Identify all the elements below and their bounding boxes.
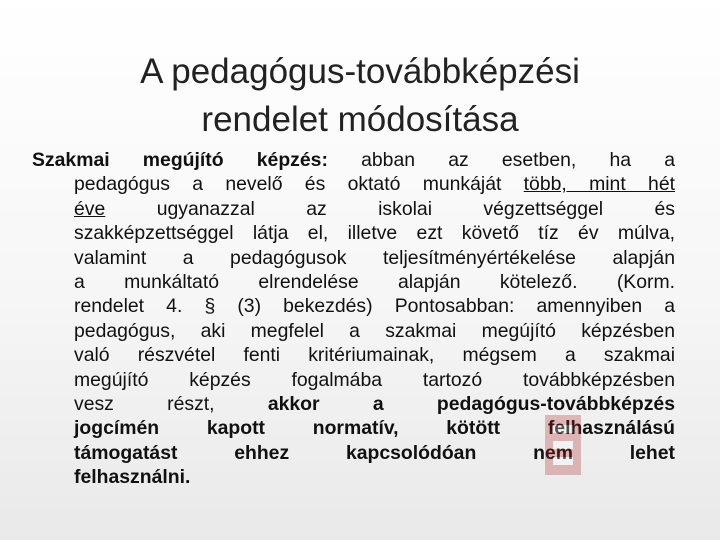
underlined-text: több, mint hét xyxy=(523,173,675,196)
body-line xyxy=(32,392,675,416)
body-text-segment: ugyanazzal az iskolai végzettséggel és xyxy=(105,197,675,220)
body-paragraph xyxy=(32,148,675,490)
body-line: való részvétel fenti kritériumainak, mégsem a szakmai xyxy=(74,344,675,367)
term-label: Szakmai megújító képzés: xyxy=(32,149,328,171)
body-line xyxy=(32,172,675,196)
slide-title xyxy=(60,48,660,144)
title-line-2: rendelet módosítása xyxy=(201,100,519,139)
underlined-text: éve xyxy=(74,197,106,220)
body-line xyxy=(32,197,675,221)
body-text-segment: abban az esetben, ha a xyxy=(327,149,675,171)
bold-text: akkor a pedagógus-továbbképzés xyxy=(267,393,675,416)
body-line: pedagógus, aki megfelel a szakmai megújító képzésben xyxy=(74,319,675,342)
body-line: megújító képzés fogalmába tartozó továbbképzésben xyxy=(74,368,675,391)
body-line: szakképzettséggel látja el, illetve ezt követő tíz év múlva, xyxy=(74,222,675,245)
body-text-segment: pedagógus a nevelő és oktató munkáját xyxy=(74,173,524,196)
body-text-segment: vesz részt, xyxy=(74,393,268,416)
body-line: rendelet 4. § (3) bekezdés) Pontosabban: amennyiben a xyxy=(74,295,675,318)
body-line: felhasználni. xyxy=(74,466,191,489)
body-line xyxy=(32,148,675,172)
body-line: jogcímén kapott normatív, kötött felhasználású xyxy=(74,417,675,440)
body-line: valamint a pedagógusok teljesítményértékelése alapján xyxy=(74,246,675,269)
body-line: a munkáltató elrendelése alapján kötelező. (Korm. xyxy=(74,271,675,294)
title-line-1: A pedagógus-továbbképzési xyxy=(140,52,580,91)
body-line: támogatást ehhez kapcsolódóan nem lehet xyxy=(74,441,675,464)
